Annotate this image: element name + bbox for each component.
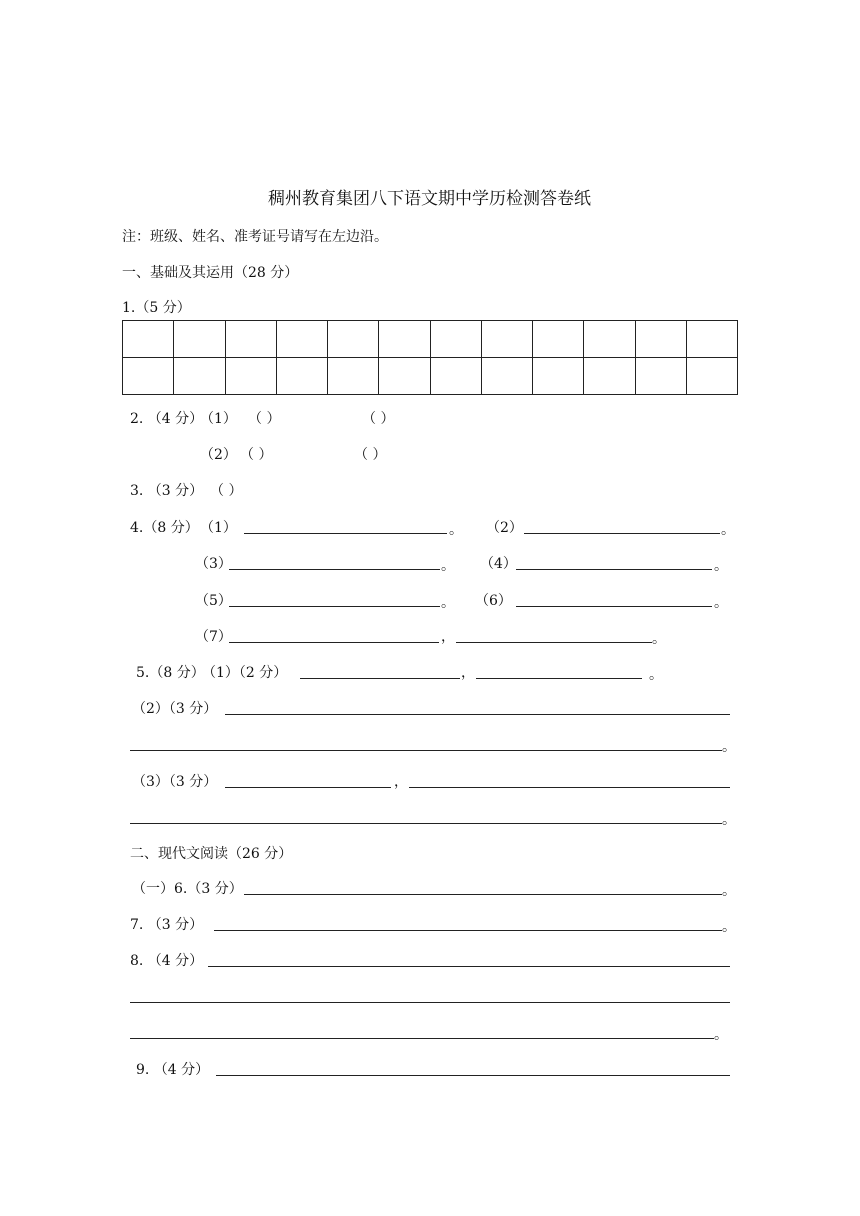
q4-6-number: （6） — [475, 593, 512, 609]
section2-heading: 二、现代文阅读（26 分） — [130, 846, 293, 862]
q4-7-comma: ， — [441, 629, 455, 645]
grid-cell[interactable] — [584, 358, 635, 395]
q5-2-answer-line-2[interactable] — [130, 750, 722, 751]
q2-2-blank-b[interactable]: （ ） — [354, 447, 387, 463]
q2-2-blank-a[interactable]: （ ） — [240, 447, 273, 463]
q8-answer-line-2[interactable] — [130, 1002, 730, 1003]
q4-4-number: （4） — [480, 556, 517, 572]
q7-answer-line[interactable] — [214, 930, 722, 931]
q4-7-answer-line-b[interactable] — [456, 642, 652, 643]
q8-answer-line-1[interactable] — [208, 966, 730, 967]
section1-heading: 一、基础及其运用（28 分） — [122, 265, 299, 281]
grid-row — [123, 321, 738, 358]
q4-7-number: （7） — [195, 629, 232, 645]
q5-1-answer-line-b[interactable] — [476, 678, 642, 679]
grid-cell[interactable] — [328, 321, 379, 358]
q4-1-number: （1） — [200, 520, 237, 536]
q5-label: 5.（8 分） — [136, 665, 205, 681]
q7-label: 7. （3 分） — [130, 917, 204, 933]
grid-cell[interactable] — [635, 358, 686, 395]
q5-3-answer-line-2[interactable] — [130, 823, 722, 824]
q2-1-number: （1） — [200, 411, 237, 427]
q4-6-period: 。 — [714, 595, 728, 611]
q4-5-number: （5） — [195, 593, 232, 609]
q5-3-answer-line-a[interactable] — [225, 787, 391, 788]
grid-row — [123, 358, 738, 395]
grid-cell[interactable] — [276, 321, 327, 358]
q4-label: 4.（8 分） — [130, 520, 199, 536]
q4-2-period: 。 — [721, 522, 735, 538]
grid-cell[interactable] — [686, 358, 737, 395]
q9-answer-line[interactable] — [216, 1075, 730, 1076]
grid-cell[interactable] — [174, 358, 225, 395]
grid-cell[interactable] — [481, 358, 532, 395]
character-grid — [122, 320, 738, 395]
q5-2-period: 。 — [722, 739, 736, 755]
q4-4-period: 。 — [714, 558, 728, 574]
grid-cell[interactable] — [225, 321, 276, 358]
q6-answer-line[interactable] — [244, 894, 722, 895]
q2-1-blank-b[interactable]: （ ） — [362, 411, 395, 427]
grid-cell[interactable] — [328, 358, 379, 395]
q4-2-answer-line[interactable] — [524, 533, 720, 534]
q5-1-period: 。 — [649, 667, 663, 683]
q4-5-answer-line[interactable] — [229, 606, 440, 607]
q5-2-label: （2）（3 分） — [132, 701, 218, 717]
q5-3-answer-line-b[interactable] — [409, 787, 730, 788]
q9-label: 9. （4 分） — [136, 1062, 210, 1078]
grid-cell[interactable] — [379, 358, 430, 395]
instruction-note: 注：班级、姓名、准考证号请写在左边沿。 — [122, 229, 388, 245]
q5-3-label: （3）（3 分） — [132, 774, 218, 790]
grid-cell[interactable] — [123, 321, 174, 358]
q4-2-number: （2） — [486, 520, 523, 536]
grid-cell[interactable] — [430, 321, 481, 358]
q8-answer-line-3[interactable] — [130, 1038, 714, 1039]
page-title: 稠州教育集团八下语文期中学历检测答卷纸 — [268, 189, 591, 209]
grid-cell[interactable] — [481, 321, 532, 358]
q4-3-number: （3） — [195, 556, 232, 572]
q8-label: 8. （4 分） — [130, 953, 204, 969]
q6-period: 。 — [722, 883, 736, 899]
grid-cell[interactable] — [430, 358, 481, 395]
q7-period: 。 — [722, 919, 736, 935]
q4-1-period: 。 — [449, 522, 463, 538]
q5-3-comma: ， — [394, 774, 408, 790]
grid-cell[interactable] — [533, 321, 584, 358]
q4-4-answer-line[interactable] — [516, 569, 712, 570]
q5-3-period: 。 — [722, 812, 736, 828]
q4-5-period: 。 — [441, 595, 455, 611]
grid-cell[interactable] — [686, 321, 737, 358]
grid-cell[interactable] — [584, 321, 635, 358]
q6-label: （一）6.（3 分） — [132, 881, 243, 897]
grid-cell[interactable] — [635, 321, 686, 358]
q4-3-period: 。 — [441, 558, 455, 574]
grid-cell[interactable] — [123, 358, 174, 395]
q2-1-blank-a[interactable]: （ ） — [248, 411, 281, 427]
q3-label: 3. （3 分） — [130, 483, 204, 499]
grid-cell[interactable] — [174, 321, 225, 358]
q5-1-comma: ， — [461, 665, 475, 681]
q4-3-answer-line[interactable] — [229, 569, 440, 570]
q5-2-answer-line-1[interactable] — [225, 714, 730, 715]
q5-1-answer-line-a[interactable] — [300, 678, 460, 679]
q4-7-period: 。 — [652, 631, 666, 647]
q8-period: 。 — [714, 1027, 728, 1043]
q5-1-label: （1）（2 分） — [202, 665, 288, 681]
grid-cell[interactable] — [225, 358, 276, 395]
q4-6-answer-line[interactable] — [516, 606, 712, 607]
q3-blank[interactable]: （ ） — [210, 483, 243, 499]
q2-label: 2. （4 分） — [130, 411, 204, 427]
grid-cell[interactable] — [276, 358, 327, 395]
q1-label: 1.（5 分） — [122, 300, 191, 316]
q2-2-number: （2） — [200, 447, 237, 463]
q4-7-answer-line-a[interactable] — [229, 642, 439, 643]
q4-1-answer-line[interactable] — [244, 533, 447, 534]
grid-cell[interactable] — [533, 358, 584, 395]
grid-cell[interactable] — [379, 321, 430, 358]
